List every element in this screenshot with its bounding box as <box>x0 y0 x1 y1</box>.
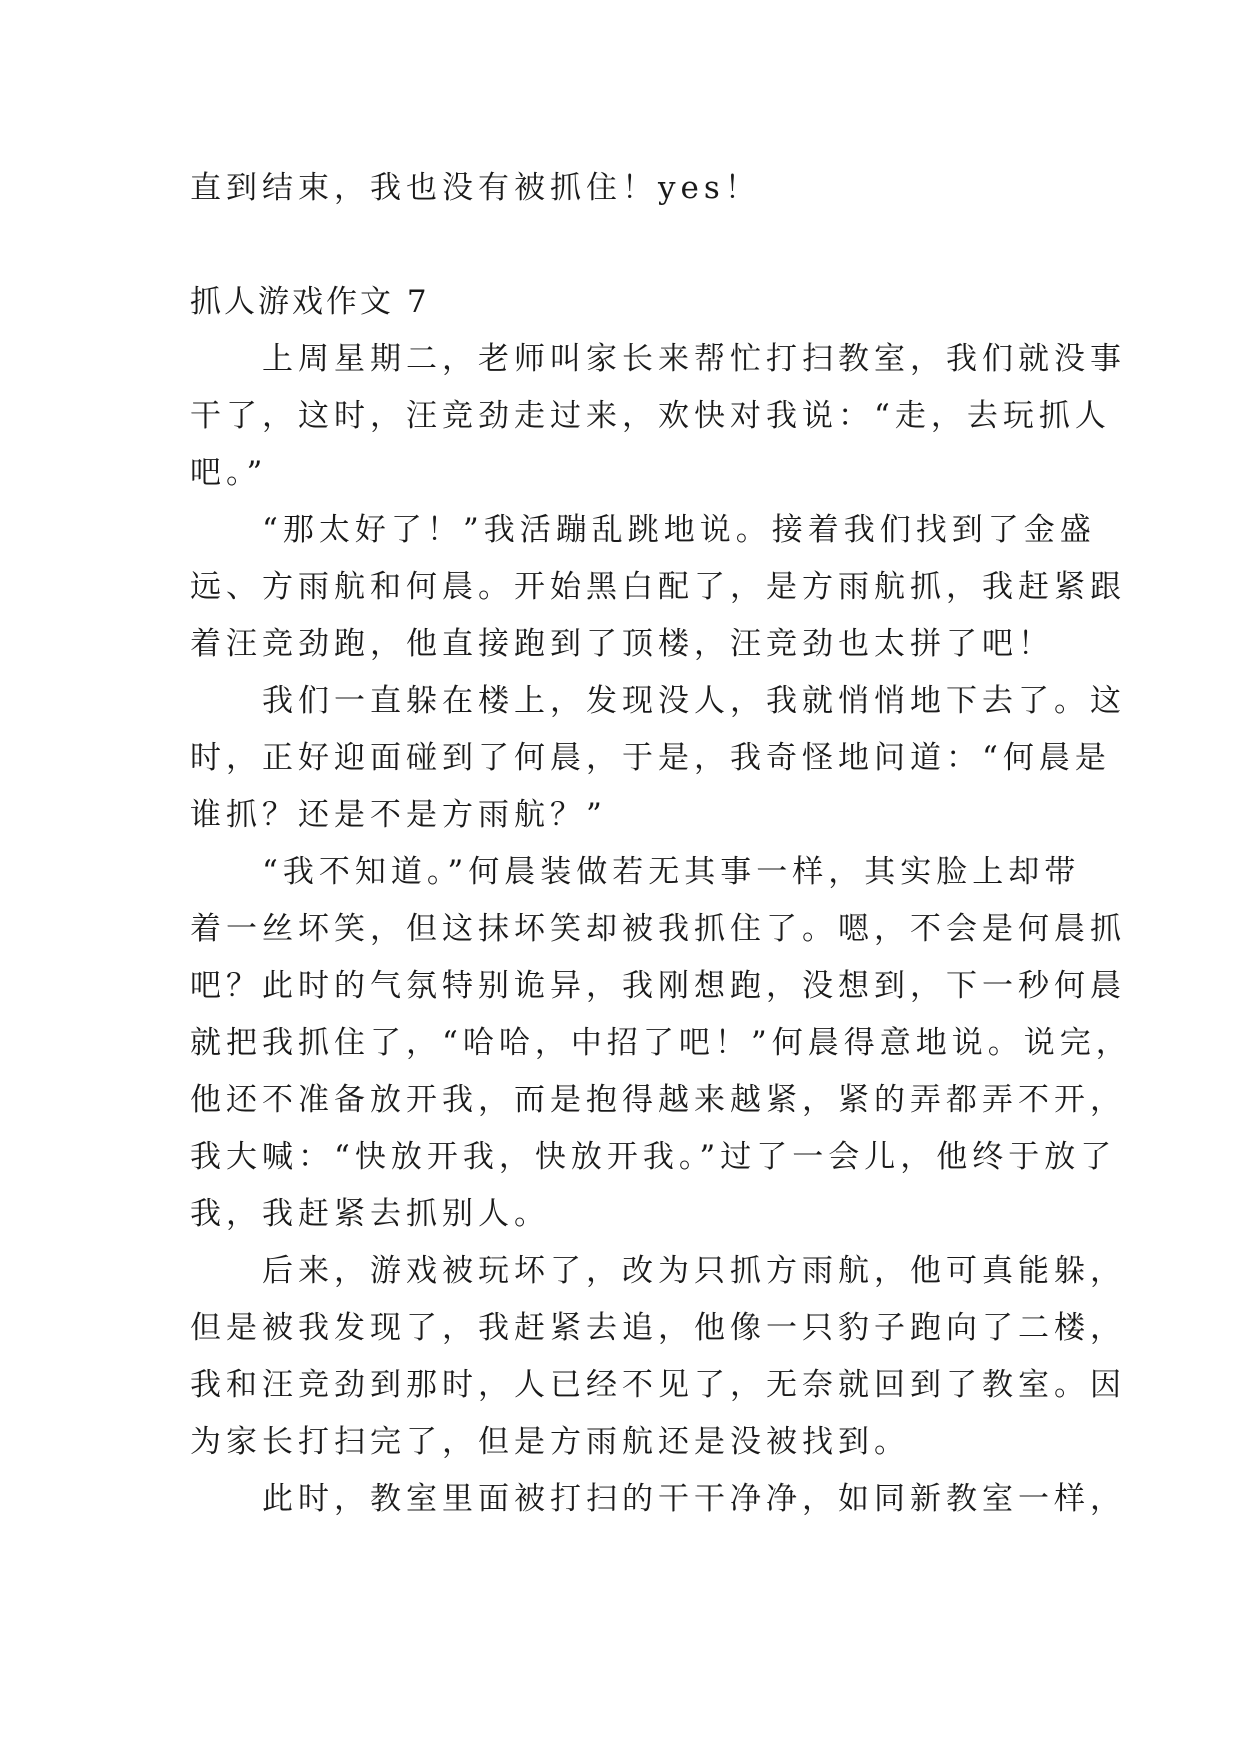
document-body <box>190 160 1132 1528</box>
paragraph-line: 他还不准备放开我，而是抱得越来越紧，紧的弄都弄不开， <box>190 1082 1126 1118</box>
paragraph-line: 吧？此时的气氛特别诡异，我刚想跑，没想到，下一秒何晨 <box>190 968 1126 1004</box>
paragraph-line: 着汪竞劲跑，他直接跑到了顶楼，汪竞劲也太拼了吧！ <box>190 626 1054 662</box>
paragraph-line: 着一丝坏笑，但这抹坏笑却被我抓住了。嗯，不会是何晨抓 <box>190 911 1126 947</box>
paragraph-line: 我大喊：“快放开我，快放开我。”过了一会儿，他终于放了 <box>190 1139 1117 1175</box>
blank-line <box>190 217 1070 274</box>
paragraph-line: 就把我抓住了，“哈哈，中招了吧！”何晨得意地说。说完， <box>190 1025 1132 1061</box>
closing-line: 直到结束，我也没有被抓住！yes！ <box>190 170 761 206</box>
paragraph-line: 我和汪竞劲到那时，人已经不见了，无奈就回到了教室。因 <box>190 1367 1126 1403</box>
paragraph-line: 上周星期二，老师叫家长来帮忙打扫教室，我们就没事 <box>262 341 1126 377</box>
paragraph-line: 谁抓？还是不是方雨航？” <box>190 797 607 833</box>
paragraph-line: 但是被我发现了，我赶紧去追，他像一只豹子跑向了二楼， <box>190 1310 1126 1346</box>
paragraph-line: 后来，游戏被玩坏了，改为只抓方雨航，他可真能躲， <box>262 1253 1126 1289</box>
paragraph-line: “那太好了！”我活蹦乱跳地说。接着我们找到了金盛 <box>262 512 1096 548</box>
paragraph-line: 我们一直躲在楼上，发现没人，我就悄悄地下去了。这 <box>262 683 1126 719</box>
paragraph-line: 时，正好迎面碰到了何晨，于是，我奇怪地问道：“何晨是 <box>190 740 1111 776</box>
paragraph-line: 我，我赶紧去抓别人。 <box>190 1196 550 1232</box>
paragraph-line: 为家长打扫完了，但是方雨航还是没被找到。 <box>190 1424 910 1460</box>
paragraph-line: 干了，这时，汪竞劲走过来，欢快对我说：“走，去玩抓人 <box>190 398 1111 434</box>
essay-title: 抓人游戏作文 7 <box>190 284 430 320</box>
paragraph-line: “我不知道。”何晨装做若无其事一样，其实脸上却带 <box>262 854 1081 890</box>
paragraph-line: 远、方雨航和何晨。开始黑白配了，是方雨航抓，我赶紧跟 <box>190 569 1126 605</box>
paragraph-line: 此时，教室里面被打扫的干干净净，如同新教室一样， <box>262 1481 1126 1517</box>
paragraph-line: 吧。” <box>190 455 268 491</box>
